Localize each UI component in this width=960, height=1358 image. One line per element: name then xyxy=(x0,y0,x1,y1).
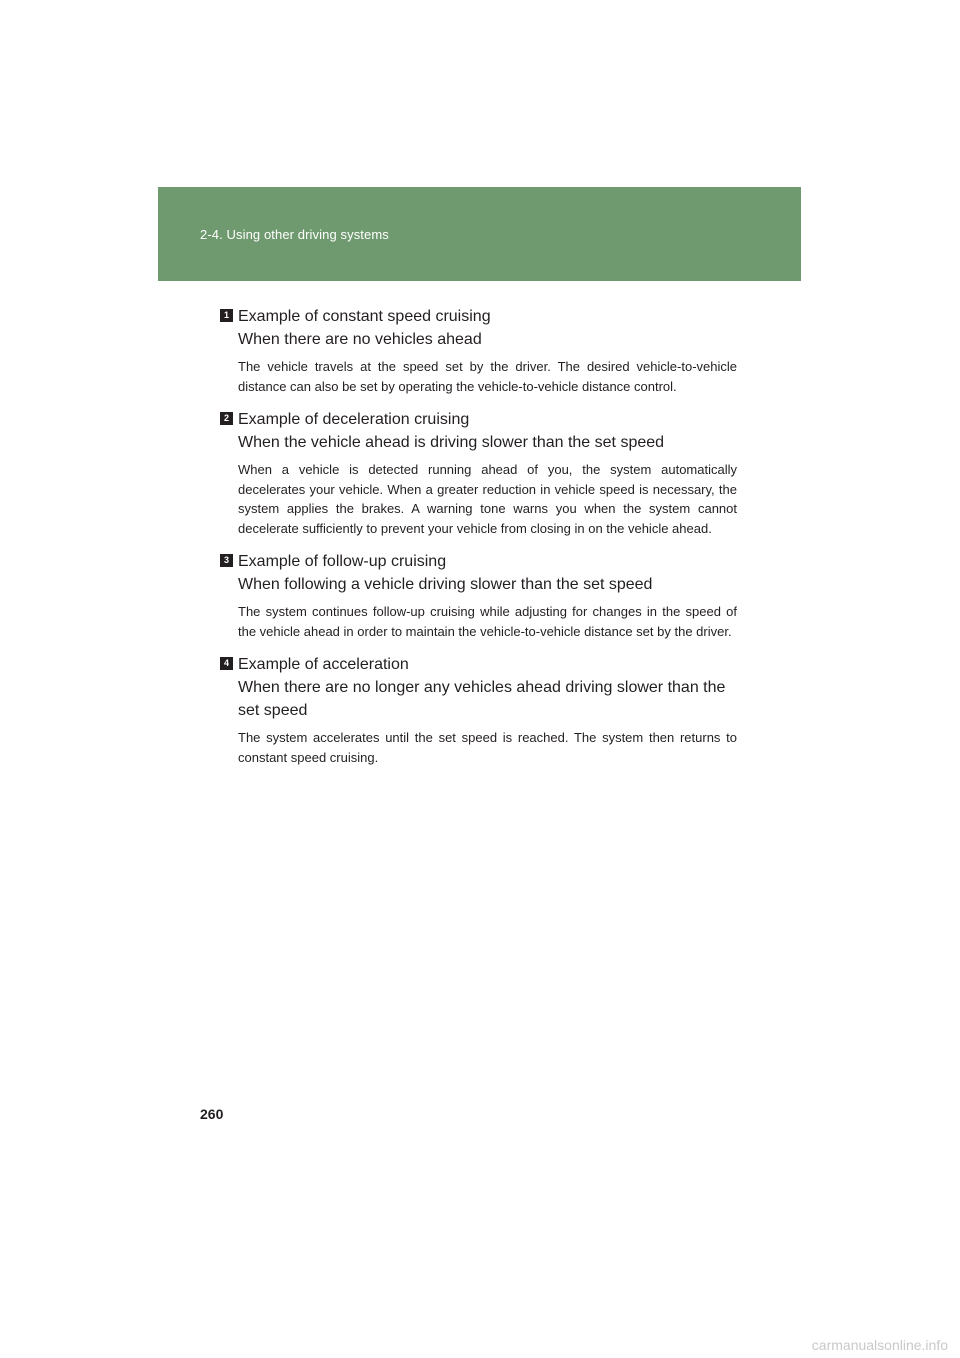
section-constant-speed xyxy=(220,305,740,396)
page-number: 260 xyxy=(200,1106,224,1122)
section-deceleration xyxy=(220,408,740,538)
section-title-line2: When there are no longer any vehicles ahead driving slower than the set speed xyxy=(238,679,726,719)
section-title-line1: Example of follow-up cruising xyxy=(238,553,447,570)
watermark: carmanualsonline.info xyxy=(811,1337,948,1353)
section-marker-2-icon: 2 xyxy=(220,412,233,425)
section-title-line1: Example of constant speed cruising xyxy=(238,308,491,325)
section-marker-3-icon: 3 xyxy=(220,554,233,567)
section-title-line1: Example of deceleration cruising xyxy=(238,411,470,428)
section-title-line2: When following a vehicle driving slower than the set speed xyxy=(238,576,653,593)
section-header-bar xyxy=(158,187,801,281)
section-description: When a vehicle is detected running ahead of you, the system automatically decelerates your vehicle. When a greater reduction in vehicle speed is necessary, the system applies the brakes. A warning tone warns you when the system cannot decelerate sufficiently to prevent your vehicle from closing in on the vehicle ahead. xyxy=(238,462,737,536)
section-acceleration xyxy=(220,653,740,767)
section-title-line2: When there are no vehicles ahead xyxy=(238,331,482,348)
section-marker-1-icon: 1 xyxy=(220,309,233,322)
section-description: The system accelerates until the set speed is reached. The system then returns to constant speed cruising. xyxy=(238,730,737,765)
section-follow-up xyxy=(220,550,740,641)
content-sections xyxy=(220,305,740,767)
section-description: The system continues follow-up cruising while adjusting for changes in the speed of the vehicle ahead in order to maintain the vehicle-to-vehicle distance set by the driver. xyxy=(238,604,737,639)
section-title-line2: When the vehicle ahead is driving slower than the set speed xyxy=(238,434,665,451)
section-title: 2-4. Using other driving systems xyxy=(200,227,389,242)
section-title-line1: Example of acceleration xyxy=(238,656,409,673)
section-marker-4-icon: 4 xyxy=(220,657,233,670)
section-description: The vehicle travels at the speed set by the driver. The desired vehicle-to-vehicle distance can also be set by operating the vehicle-to-vehicle distance control. xyxy=(238,359,737,394)
